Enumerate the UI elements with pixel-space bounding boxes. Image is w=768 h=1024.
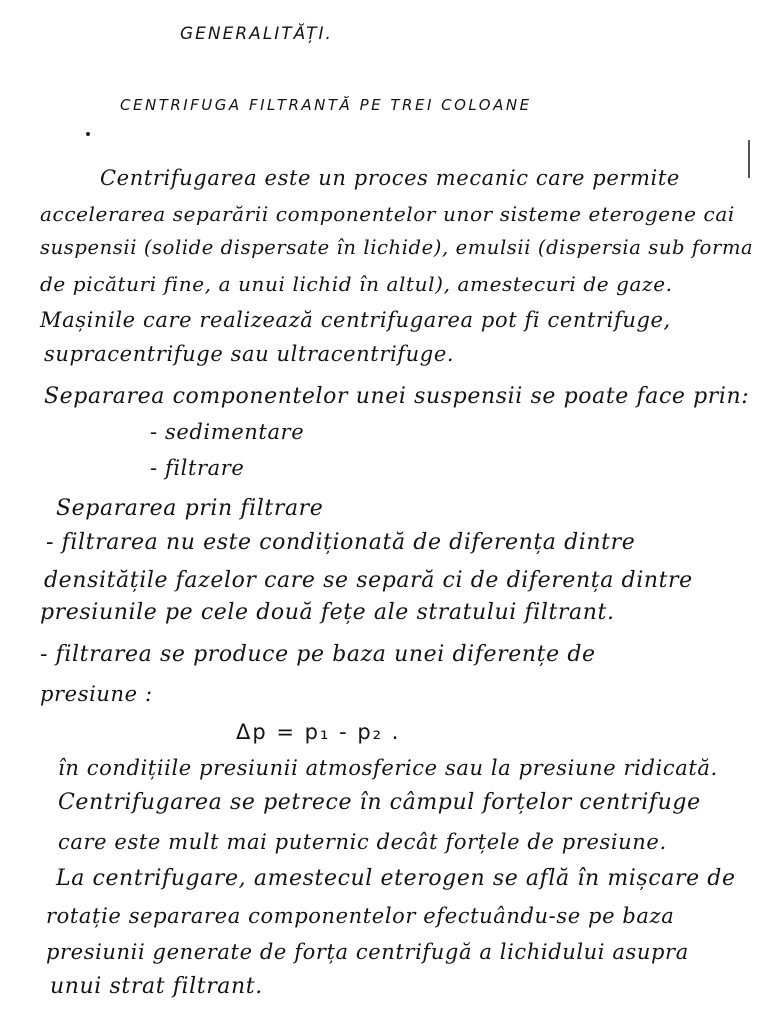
list-item: - filtrare xyxy=(150,456,245,480)
text-line: presiunii generate de forța centrifugă a lichidului asupra xyxy=(46,940,689,964)
text-line: supracentrifuge sau ultracentrifuge. xyxy=(44,342,455,366)
list-item: - sedimentare xyxy=(150,420,305,444)
formula: Δp = p₁ - p₂ . xyxy=(236,720,401,744)
section-heading: Separarea prin filtrare xyxy=(56,496,324,521)
text-line: densitățile fazelor care se separă ci de diferența dintre xyxy=(44,568,693,593)
margin-mark xyxy=(748,140,750,178)
text-line: La centrifugare, amestecul eterogen se află în mișcare de xyxy=(56,866,736,891)
text-line: de picături fine, a unui lichid în altul), amestecuri de gaze. xyxy=(40,272,673,296)
page-title: GENERALITĂȚI. xyxy=(180,24,333,44)
text-line: în condițiile presiunii atmosferice sau la presiune ridicată. xyxy=(58,756,718,780)
text-line: unui strat filtrant. xyxy=(50,974,263,999)
text-line: accelerarea separării componentelor unor sisteme eterogene cai xyxy=(40,202,735,226)
text-line: Separarea componentelor unei suspensii se poate face prin: xyxy=(44,384,750,409)
text-line: presiune : xyxy=(40,682,153,706)
text-line: Centrifugarea se petrece în câmpul forțelor centrifuge xyxy=(58,790,701,815)
page-subtitle: CENTRIFUGA FILTRANTĂ PE TREI COLOANE xyxy=(120,96,532,114)
text-line: Centrifugarea este un proces mecanic care permite xyxy=(100,166,680,190)
text-line: presiunile pe cele două fețe ale stratului filtrant. xyxy=(40,600,615,625)
text-line: - filtrarea se produce pe baza unei diferențe de xyxy=(40,642,596,667)
text-line: - filtrarea nu este condiționată de diferența dintre xyxy=(46,530,636,555)
text-line: suspensii (solide dispersate în lichide), emulsii (dispersia sub forma xyxy=(40,236,754,259)
ink-dot xyxy=(86,132,90,136)
text-line: rotație separarea componentelor efectuându-se pe baza xyxy=(46,904,675,928)
text-line: care este mult mai puternic decât forțele de presiune. xyxy=(58,830,667,854)
text-line: Mașinile care realizează centrifugarea pot fi centrifuge, xyxy=(40,308,671,332)
